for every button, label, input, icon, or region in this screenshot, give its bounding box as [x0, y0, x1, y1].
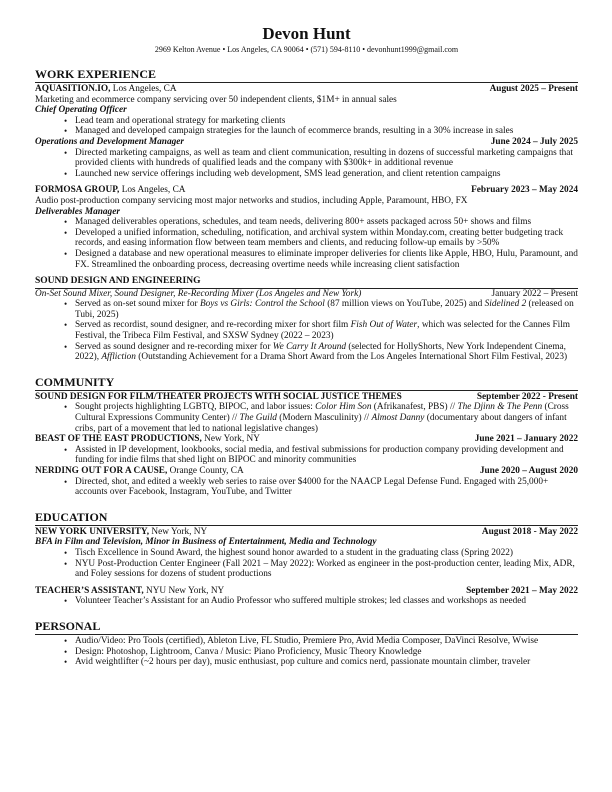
section-title-work: WORK EXPERIENCE: [35, 68, 578, 83]
bullet-text: (released on Tubi, 2025): [75, 299, 574, 320]
section-title-community: COMMUNITY: [35, 376, 578, 391]
bullet-item: • Tisch Excellence in Sound Award, the highest sound honor awarded to a student in the graduating class (Spring 2022): [75, 548, 578, 559]
bullet-list: [35, 596, 578, 607]
bullet-list: [35, 299, 578, 363]
org-description: Marketing and ecommerce company servicing over 50 independent clients, $1M+ in annual sales: [35, 94, 397, 105]
bullet-text: Served as on-set sound mixer for: [75, 299, 200, 310]
bullet-list: [35, 217, 578, 270]
bullet-item: • Audio/Video: Pro Tools (certified), Ableton Live, FL Studio, Premiere Pro, Avid Media Composer, DaVinci Resolve, Wwise: [75, 636, 578, 647]
bullet-item: [75, 342, 578, 363]
entry-date: August 2025 – Present: [489, 84, 578, 94]
contact-line: 2969 Kelton Avenue • Los Angeles, CA 90064 • (571) 594-8110 • devonhunt1999@gmail.com: [154, 45, 459, 54]
bullet-list: [35, 116, 578, 137]
bullet-list: [35, 148, 578, 180]
film-title: The Guild: [239, 413, 277, 424]
bullet-item: • NYU Post-Production Center Engineer (Fall 2021 – May 2022): Worked as engineer in the post-production center, leading Mix, ADR, and Foley sessions for dozens of student productions: [75, 559, 578, 580]
bullet-list: [35, 445, 578, 466]
org-name: FORMOSA GROUP,: [35, 185, 120, 196]
bullet-item: • Managed deliverables operations, schedules, and team needs, delivering 800+ assets packaged across 50+ shows and films: [75, 217, 578, 228]
work-experience-section: [35, 68, 578, 363]
entry-formosa: [35, 185, 578, 270]
bullet-text: Sought projects highlighting LGBTQ, BIPOC, and labor issues:: [75, 402, 316, 413]
bullet-list: [35, 477, 578, 498]
entry-aquasition: [35, 84, 578, 179]
film-title: Sidelined 2: [484, 299, 527, 310]
entry-sound-design: [35, 276, 578, 363]
org-name: NEW YORK UNIVERSITY,: [35, 526, 150, 537]
subsection-title: SOUND DESIGN AND ENGINEERING: [35, 276, 578, 289]
candidate-name: Devon Hunt: [262, 24, 351, 43]
bullet-text: (documentary about dangers of infant cribs, part of a movement that led to national legislative changes): [75, 413, 567, 434]
org-name: BEAST OF THE EAST PRODUCTIONS,: [35, 434, 202, 445]
section-title-education: EDUCATION: [35, 511, 578, 526]
personal-section: [35, 620, 578, 668]
entry-header: [35, 527, 578, 538]
role-date: January 2022 – Present: [491, 288, 578, 299]
entry-date: September 2021 – May 2022: [466, 585, 578, 596]
resume-page: [35, 24, 578, 668]
bullet-text: , which was selected for the Cannes Film Festival, the Tribeca Film Festival, and SXSW Sydney (2022 – 2023): [75, 320, 571, 342]
bullet-text: (Afrikanafest, PBS) //: [371, 402, 458, 413]
role-title: On-Set Sound Mixer, Sound Designer, Re-Recording Mixer (Los Angeles and New York): [35, 288, 362, 299]
entry-date: August 2018 - May 2022: [481, 526, 578, 537]
film-title: Color Him Son: [315, 402, 372, 413]
org-location: NYU New York, NY: [143, 585, 225, 596]
role-title: Deliverables Manager: [35, 206, 120, 217]
org-description: Audio post-production company servicing most major networks and studios, including Apple, Paramount, HBO, FX: [35, 195, 468, 206]
org-location: New York, NY: [201, 434, 260, 445]
bullet-item: • Launched new service offerings including web development, SMS lead generation, and client retention campaigns: [75, 169, 578, 180]
org-location: Orange County, CA: [167, 466, 244, 476]
entry-header: [35, 586, 578, 597]
role-title: Chief Operating Officer: [35, 105, 127, 116]
entry-nerding-out: [35, 466, 578, 498]
bullet-item: • Design: Photoshop, Lightroom, Canva / Music: Piano Proficiency, Music Theory Knowledge: [75, 647, 578, 658]
section-title-personal: PERSONAL: [35, 620, 578, 635]
org-name: AQUASITION.IO,: [35, 84, 111, 94]
bullet-item: [75, 320, 578, 341]
bullet-item: [75, 299, 578, 320]
bullet-text: (Outstanding Achievement for a Drama Short Award from the Los Angeles International Short Film Festival, 2023): [135, 352, 568, 363]
community-section: [35, 376, 578, 498]
bullet-text: Served as recordist, sound designer, and re-recording mixer for short film: [75, 320, 351, 331]
entry-header: [35, 84, 578, 95]
role-date: June 2024 – July 2025: [490, 136, 578, 147]
bullet-list: [35, 548, 578, 580]
org-location: New York, NY: [149, 526, 208, 537]
bullet-text: (87 million views on YouTube, 2025) and: [324, 299, 485, 310]
entry-date: February 2023 – May 2024: [471, 185, 578, 196]
bullet-item: • Directed marketing campaigns, as well as team and client communication, resulting in dozens of successful marketing campaigns that provided clients with hundreds of qualified leads and the company with $300k+ in additional revenue: [75, 148, 578, 169]
role-header: [35, 137, 578, 148]
film-title: We Carry It Around: [272, 341, 347, 352]
org-name: SOUND DESIGN FOR FILM/THEATER PROJECTS WITH SOCIAL JUSTICE THEMES: [35, 391, 402, 402]
bullet-text: (selected for HollyShorts, New York Independent Cinema, 2022),: [75, 341, 566, 363]
bullet-text: (Modern Masculinity) //: [276, 413, 372, 424]
bullet-item: • Managed and developed campaign strategies for the launch of ecommerce brands, resulting in a 30% increase in sales: [75, 126, 578, 137]
bullet-item: • Directed, shot, and edited a weekly web series to raise over $4000 for the NAACP Legal Defense Fund. Engaged with 25,000+ accounts over Facebook, Instagram, YouTube, and Twitter: [75, 477, 578, 498]
bullet-list: [35, 636, 578, 668]
entry-date: June 2021 – January 2022: [474, 434, 578, 445]
bullet-list: [35, 402, 578, 434]
org-location: Los Angeles, CA: [110, 84, 177, 94]
film-title: Boys vs Girls: Control the School: [199, 299, 325, 310]
org-name: TEACHER’S ASSISTANT,: [35, 585, 144, 596]
film-title: Affliction: [101, 352, 136, 363]
bullet-text: (Cross Cultural Expressions Community Center) //: [75, 402, 569, 424]
entry-header: [35, 185, 578, 196]
entry-beast-of-the-east: [35, 434, 578, 466]
entry-header: [35, 434, 578, 445]
entry-date: September 2022 - Present: [476, 391, 578, 402]
bullet-item: • Lead team and operational strategy for marketing clients: [75, 116, 578, 127]
bullet-item: • Designed a database and new operational measures to eliminate improper deliveries for clients like Apple, HBO, Hulu, Paramount, and FX. Streamlined the onboarding process, decreasing overtime needs while increasing client satisfaction: [75, 249, 578, 270]
entry-header: [35, 466, 578, 477]
bullet-item: • Avid weightlifter (~2 hours per day), music enthusiast, pop culture and comics nerd, passionate mountain climber, traveler: [75, 657, 578, 668]
degree-title: BFA in Film and Television, Minor in Business of Entertainment, Media and Technology: [35, 537, 377, 548]
entry-social-justice: [35, 392, 578, 434]
bullet-item: • Developed a unified information, scheduling, notification, and archival system within Monday.com, creating better budgeting track records, and easing information flow between team members and clients, and reducing follow-up emails by >50%: [75, 228, 578, 249]
entry-date: June 2020 – August 2020: [479, 466, 578, 476]
film-title: The Djinn & The Penn: [457, 402, 543, 413]
entry-header: [35, 392, 578, 403]
bullet-item: • Volunteer Teacher’s Assistant for an Audio Professor who suffered multiple strokes; led classes and workshops as needed: [75, 596, 578, 607]
bullet-text: Served as sound designer and re-recording mixer for: [75, 341, 273, 352]
bullet-item: [75, 402, 578, 434]
entry-teachers-assistant: [35, 586, 578, 607]
education-section: [35, 511, 578, 607]
role-header: [35, 289, 578, 300]
org-location: Los Angeles, CA: [119, 185, 186, 196]
film-title: Almost Danny: [371, 413, 425, 424]
film-title: Fish Out of Water: [350, 320, 418, 331]
role-title: Operations and Development Manager: [35, 136, 185, 147]
org-name: NERDING OUT FOR A CAUSE,: [35, 466, 168, 476]
entry-nyu: [35, 527, 578, 580]
bullet-item: • Assisted in IP development, lookbooks, social media, and festival submissions for production company providing development and funding for indie films that shed light on BIPOC and minority communities: [75, 445, 578, 466]
